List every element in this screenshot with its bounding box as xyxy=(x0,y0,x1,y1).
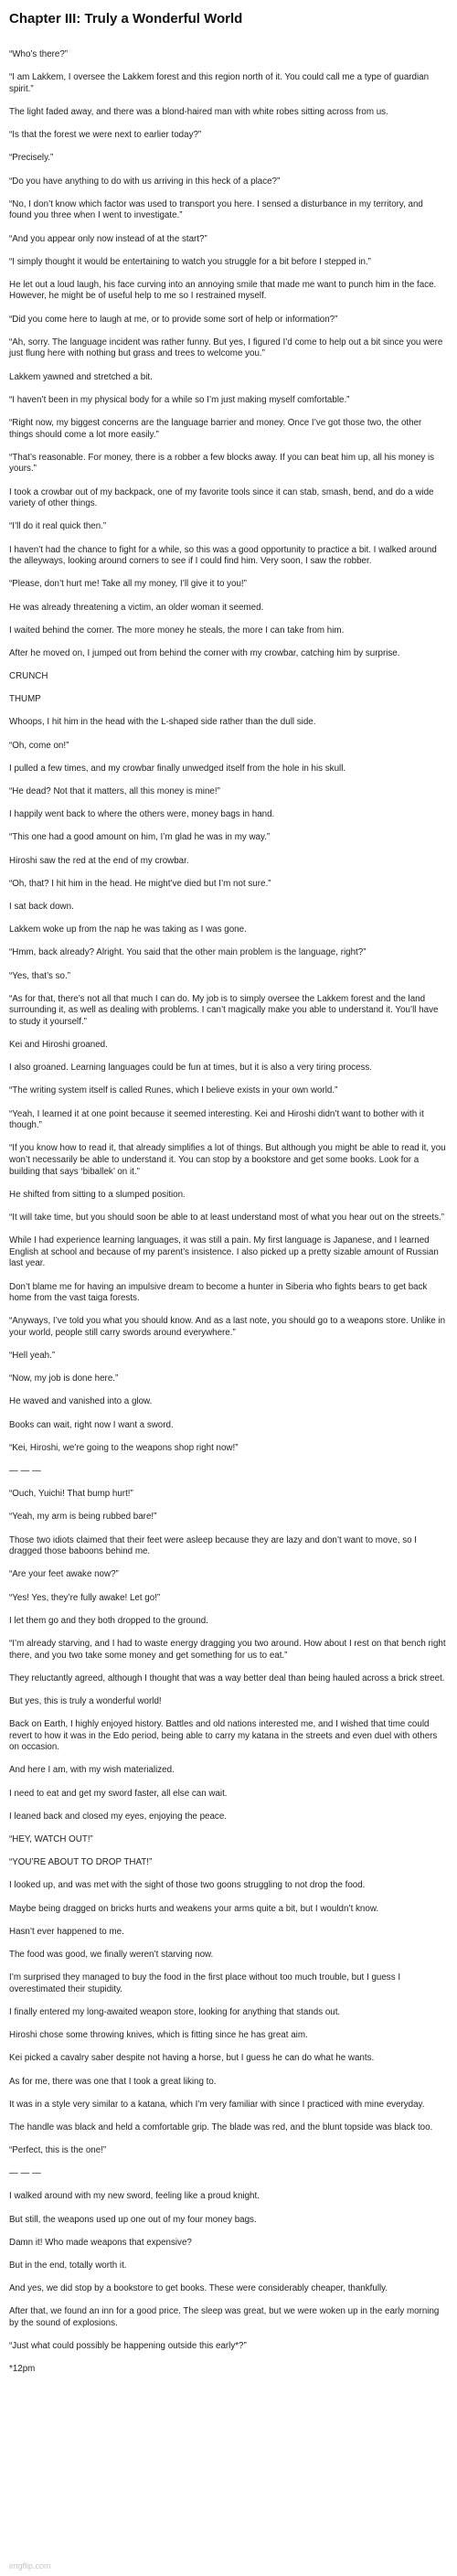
paragraph: “Ah, sorry. The language incident was rather funny. But yes, I figured I’d come to help out a bit since you were just flung here with nothing but grass and trees to welcome you.” xyxy=(9,337,446,359)
paragraph: While I had experience learning languages, it was still a pain. My first language is Japanese, and I learned English at school and because of my parent’s insistence. I also picked up a pretty sizable amount of Russian last year. xyxy=(9,1235,441,1269)
paragraph: “HEY, WATCH OUT!” xyxy=(9,1834,93,1845)
paragraph: After he moved on, I jumped out from behind the corner with my crowbar, catching him by surprise. xyxy=(9,647,400,658)
paragraph: I need to eat and get my sword faster, all else can wait. xyxy=(9,1788,228,1799)
paragraph: “I am Lakkem, I oversee the Lakkem forest and this region north of it. You could call me a type of guardian spirit.” xyxy=(9,72,431,94)
paragraph: “Kei, Hiroshi, we’re going to the weapons shop right now!” xyxy=(9,1442,239,1453)
paragraph: “Do you have anything to do with us arriving in this heck of a place?” xyxy=(9,176,281,187)
paragraph: “Oh, that? I hit him in the head. He might’ve died but I’m not sure.” xyxy=(9,878,271,889)
paragraph: “YOU’RE ABOUT TO DROP THAT!” xyxy=(9,1857,153,1868)
paragraph: I finally entered my long-awaited weapon store, looking for anything that stands out. xyxy=(9,2006,341,2017)
chapter-body xyxy=(9,49,448,2376)
paragraph: Maybe being dragged on bricks hurts and weakens your arms quite a bit, but I wouldn’t know. xyxy=(9,1903,379,1914)
paragraph: “The writing system itself is called Runes, which I believe exists in your own world.” xyxy=(9,1085,338,1096)
paragraph: “Ouch, Yuichi! That bump hurt!” xyxy=(9,1489,133,1500)
paragraph: “Yeah, my arm is being rubbed bare!” xyxy=(9,1512,157,1523)
paragraph: Books can wait, right now I want a sword. xyxy=(9,1419,174,1430)
paragraph: “I’ll do it real quick then.” xyxy=(9,521,107,532)
paragraph: He was already threatening a victim, an older woman it seemed. xyxy=(9,602,264,613)
paragraph: “Yes, that’s so.” xyxy=(9,970,70,981)
paragraph: It was in a style very similar to a katana, which I’m very familiar with since I practiced with mine everyday. xyxy=(9,2099,425,2110)
paragraph: I sat back down. xyxy=(9,901,74,912)
paragraph: Whoops, I hit him in the head with the L-shaped side rather than the dull side. xyxy=(9,717,316,728)
paragraph: The light faded away, and there was a blond-haired man with white robes sitting across from us. xyxy=(9,106,388,117)
paragraph: Don’t blame me for having an impulsive dream to become a hunter in Siberia who fights bears to get back home from the vast taiga forests. xyxy=(9,1281,430,1304)
paragraph: CRUNCH xyxy=(9,671,48,682)
paragraph: “Right now, my biggest concerns are the language barrier and money. Once I’ve got those two, the other things should come a lot more easily.” xyxy=(9,418,425,440)
paragraph: “If you know how to read it, that already simplifies a lot of things. But although you might be able to read it, you won’t necessarily be able to understand it. You can stop by a bookstore and get some books. Look for a building that says ‘biballek’ on it.” xyxy=(9,1143,449,1177)
paragraph: He let out a loud laugh, his face curving into an annoying smile that made me want to punch him in the face. However, he might be of useful help to me so I restrained myself. xyxy=(9,279,439,302)
paragraph: “Did you come here to laugh at me, or to provide some sort of help or information?” xyxy=(9,314,338,325)
paragraph: *12pm xyxy=(9,2364,36,2375)
paragraph: And here I am, with my wish materialized. xyxy=(9,1765,175,1776)
paragraph: “I haven’t been in my physical body for a while so I’m just making myself comfortable.” xyxy=(9,394,350,405)
paragraph: But in the end, totally worth it. xyxy=(9,2261,127,2271)
paragraph: “Perfect, this is the one!” xyxy=(9,2145,107,2156)
paragraph: “I simply thought it would be entertaining to watch you struggle for a bit before I stepped in.” xyxy=(9,256,371,267)
paragraph: “Hmm, back already? Alright. You said that the other main problem is the language, right?” xyxy=(9,947,367,958)
paragraph: I leaned back and closed my eyes, enjoying the peace. xyxy=(9,1811,228,1822)
paragraph: The food was good, we finally weren’t starving now. xyxy=(9,1949,214,1960)
paragraph: “Now, my job is done here.” xyxy=(9,1374,119,1384)
paragraph: I walked around with my new sword, feeling like a proud knight. xyxy=(9,2191,260,2202)
paragraph: “He dead? Not that it matters, all this money is mine!” xyxy=(9,786,220,796)
paragraph: “Anyways, I’ve told you what you should know. And as a last note, you should go to a weapons store. Unlike in your world, people still carry swords around everywhere.” xyxy=(9,1316,448,1338)
chapter-title: Chapter III: Truly a Wonderful World xyxy=(9,11,243,27)
paragraph: “Oh, come on!” xyxy=(9,740,69,751)
paragraph: They reluctantly agreed, although I thought that was a way better deal than being hauled across a brick street. xyxy=(9,1673,445,1683)
paragraph: Lakkem woke up from the nap he was taking as I was gone. xyxy=(9,925,247,935)
paragraph: “It will take time, but you should soon be able to at least understand most of what you hear out on the streets.” xyxy=(9,1212,444,1223)
paragraph: “Yeah, I learned it at one point because it seemed interesting. Kei and Hiroshi didn’t want to bother with it though.” xyxy=(9,1108,427,1131)
paragraph: Lakkem yawned and stretched a bit. xyxy=(9,371,153,382)
paragraph: “Just what could possibly be happening outside this early*?” xyxy=(9,2341,247,2352)
paragraph: Kei picked a cavalry saber despite not having a horse, but I guess he can do what he wants. xyxy=(9,2053,375,2064)
paragraph: “Hell yeah.” xyxy=(9,1351,56,1362)
paragraph: Hiroshi chose some throwing knives, which is fitting since he has great aim. xyxy=(9,2030,308,2041)
paragraph: I let them go and they both dropped to the ground. xyxy=(9,1615,208,1626)
paragraph: I waited behind the corner. The more money he steals, the more I can take from him. xyxy=(9,625,345,636)
paragraph: Those two idiots claimed that their feet were asleep because they are lazy and don’t want to move, so I dragged those baboons behind me. xyxy=(9,1534,420,1557)
watermark: imgflip.com xyxy=(9,2561,51,2571)
paragraph: “Is that the forest we were next to earlier today?” xyxy=(9,130,202,141)
paragraph: Back on Earth, I highly enjoyed history. Battles and old nations interested me, and I wished that time could revert to how it was in the Edo period, being able to carry my katana in the streets and even duel with others on occasion. xyxy=(9,1719,441,1753)
paragraph: Kei and Hiroshi groaned. xyxy=(9,1040,108,1051)
paragraph: Damn it! Who made weapons that expensive? xyxy=(9,2237,192,2248)
paragraph: I looked up, and was met with the sight of those two goons struggling to not drop the food. xyxy=(9,1880,366,1891)
paragraph: “And you appear only now instead of at the start?” xyxy=(9,233,207,244)
paragraph: “That’s reasonable. For money, there is a robber a few blocks away. If you can beat him up, all his money is yours.” xyxy=(9,452,437,475)
paragraph: I haven’t had the chance to fight for a while, so this was a good opportunity to practice a bit. I walked around the alleyways, looking around corners to see if I could find him. Very soon, I saw the robber. xyxy=(9,544,440,567)
paragraph: Hasn’t ever happened to me. xyxy=(9,1926,124,1937)
paragraph: “Are your feet awake now?” xyxy=(9,1569,119,1580)
paragraph: “Precisely.” xyxy=(9,153,54,164)
paragraph: But yes, this is truly a wonderful world! xyxy=(9,1695,162,1706)
paragraph: “No, I don’t know which factor was used to transport you here. I sensed a disturbance in my territory, and found you three when I went to investigate.” xyxy=(9,198,426,221)
paragraph: He waved and vanished into a glow. xyxy=(9,1396,153,1407)
paragraph: I took a crowbar out of my backpack, one of my favorite tools since it can stab, smash, bend, and do a wide variety of other things. xyxy=(9,486,437,509)
paragraph: Hiroshi saw the red at the end of my crowbar. xyxy=(9,855,189,866)
paragraph: And yes, we did stop by a bookstore to get books. These were considerably cheaper, thankfully. xyxy=(9,2283,388,2294)
paragraph: I happily went back to where the others were, money bags in hand. xyxy=(9,809,275,820)
paragraph: THUMP xyxy=(9,694,41,705)
paragraph: “As for that, there’s not all that much I can do. My job is to simply oversee the Lakkem forest and the land surrounding it, as well as dealing with problems. I can’t magically make you able to understand it. You’ll have to study it yourself.” xyxy=(9,993,441,1027)
paragraph: I pulled a few times, and my crowbar finally unwedged itself from the hole in his skull. xyxy=(9,763,346,774)
paragraph: As for me, there was one that I took a great liking to. xyxy=(9,2076,217,2087)
paragraph: “Who’s there?” xyxy=(9,49,69,59)
paragraph: “Yes! Yes, they’re fully awake! Let go!” xyxy=(9,1592,161,1603)
paragraph: “Please, don’t hurt me! Take all my money, I’ll give it to you!” xyxy=(9,579,247,590)
paragraph: I’m surprised they managed to buy the food in the first place without too much trouble, but I guess I overestimated their stupidity. xyxy=(9,1972,403,1994)
paragraph: But still, the weapons used up one out of my four money bags. xyxy=(9,2214,257,2225)
paragraph: “This one had a good amount on him, I’m glad he was in my way.” xyxy=(9,832,271,843)
paragraph: I also groaned. Learning languages could be fun at times, but it is also a very tiring process. xyxy=(9,1063,373,1074)
paragraph: — — — xyxy=(9,2168,41,2179)
paragraph: He shifted from sitting to a slumped position. xyxy=(9,1189,186,1200)
paragraph: After that, we found an inn for a good price. The sleep was great, but we were woken up in the early morning by the sound of explosions. xyxy=(9,2306,442,2328)
paragraph: The handle was black and held a comfortable grip. The blade was red, and the blunt topside was black too. xyxy=(9,2122,433,2132)
paragraph: — — — xyxy=(9,1466,41,1477)
paragraph: “I’m already starving, and I had to waste energy dragging you two around. How about I rest on that bench right there, and you two take some money and get something for us to eat.” xyxy=(9,1638,449,1661)
